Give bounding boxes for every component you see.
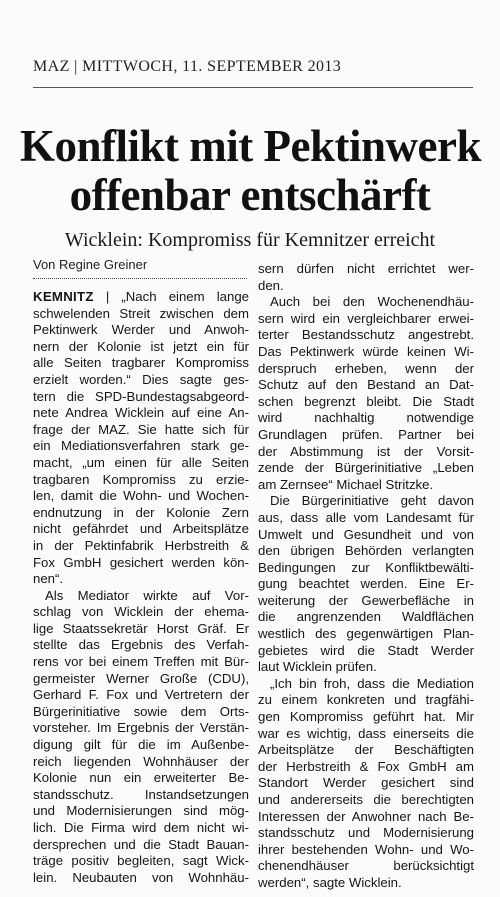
text-line: „Ich bin froh, dass die Mediation — [270, 675, 474, 691]
text-line: stellte das Ergebnis des Verfah- — [33, 637, 249, 653]
text-line: westlich des gegenwärtigen Plan- — [258, 626, 474, 642]
text-line: ein Mediationsverfahren stark ge- — [33, 438, 249, 454]
text-line: und andererseits die berechtigten — [258, 792, 474, 807]
text-line: gebietes wird die Stadt Werder — [258, 642, 474, 658]
byline: Von Regine Greiner — [33, 257, 148, 272]
text-line: Das Pektinwerk würde keinen Wi- — [258, 343, 474, 359]
text-line: rens vor bei einem Treffen mit Bür- — [33, 654, 249, 670]
text-line: endnutzung in der Kolonie Zern — [33, 504, 249, 520]
text-line: wird nachhaltig notwendige — [258, 410, 474, 426]
headline — [20, 122, 480, 220]
text-line: lein. Neubauten von Wohnhäu- — [33, 869, 249, 885]
text-line: Gerhard F. Fox und Vertretern der — [33, 687, 249, 703]
article-column-1 — [33, 289, 249, 886]
text-line: schwelenden Streit zwischen dem — [33, 305, 249, 321]
text-line: Schutz auf den Bestand an Dat- — [258, 377, 474, 393]
lead-text: | „Nach einem lange — [105, 289, 249, 304]
text-line: Bedingungen zur Konfliktbewälti- — [258, 559, 474, 575]
text-line: zende der Bürgerinitiative „Leben — [258, 460, 474, 476]
byline-divider — [33, 278, 247, 279]
text-line: schlag von Wicklein der ehema- — [33, 604, 249, 620]
text-line: aus, dass alle vom Landesamt für — [258, 509, 474, 525]
text-line: träge positiv begleiten, sagt Wick- — [33, 853, 249, 869]
headline-line-1: Konflikt mit Pektinwerk — [20, 121, 481, 171]
text-line: Fox GmbH gesichert werden kön- — [33, 554, 249, 570]
subheadline: Wicklein: Kompromiss für Kemnitzer erreicht — [64, 229, 436, 251]
text-line: in der Pektinfabrik Herbstreith & — [33, 537, 249, 553]
text-line: Umwelt und Gesundheit und von — [258, 526, 474, 542]
dateline-kicker: KEMNITZ — [33, 289, 94, 304]
text-line: laut Wicklein prüfen. — [258, 659, 377, 675]
text-line — [33, 289, 249, 306]
text-line: standsschutz und Modernisierung — [258, 825, 474, 841]
text-line: war es wichtig, dass einerseits die — [258, 725, 474, 741]
text-line: sern dürfen nicht errichtet wer- — [258, 261, 474, 276]
text-line: chenendhäuser berücksichtigt — [258, 858, 474, 874]
text-line: weiterung der Gewerbefläche in — [258, 592, 474, 608]
text-line: len, damit die Wohn- und Wochen- — [33, 488, 249, 504]
text-line: Kolonie nun ein erweiterter Be- — [33, 770, 249, 786]
text-line: macht, „um einen für alle Seiten — [33, 454, 249, 470]
text-line: vorsteher. Im Ergebnis der Verstän- — [33, 720, 249, 736]
text-line: Bürgerinitiative sowie dem Orts- — [33, 703, 249, 719]
text-line: nicht gefährdet und Arbeitsplätze — [33, 521, 249, 537]
text-line: nern der Kolonie ist jetzt ein für — [33, 338, 249, 354]
text-line: Auch bei den Wochenendhäu- — [270, 294, 474, 310]
text-line: den. — [258, 277, 284, 293]
text-line: werden“, sagte Wicklein. — [258, 874, 402, 890]
text-line: reich liegenden Wohnhäuser der — [33, 753, 249, 769]
text-line: frage der MAZ. Sie hatte sich für — [33, 421, 249, 437]
text-line: alle Seiten tragbarer Kompromiss — [33, 355, 249, 371]
text-line: Arbeitsplätze der Beschäftigten — [258, 742, 474, 758]
text-line: gen Kompromiss geführt hat. Mir — [258, 709, 474, 725]
text-line: am Zernsee“ Michael Stritzke. — [258, 476, 434, 492]
headline-line-2: offenbar entschärft — [69, 170, 431, 220]
text-line: die angrenzenden Waldflächen — [258, 609, 474, 625]
text-line: zu einem konkreten und tragfähi- — [258, 692, 474, 708]
text-line: gung beachtet werden. Eine Er- — [258, 576, 474, 592]
text-line: dersprechen und die Stadt Bauan- — [33, 836, 249, 852]
text-line: der Abstimmung ist der Vorsit- — [258, 443, 474, 459]
text-line: Pektinwerk Werder und Anwoh- — [33, 322, 249, 338]
text-line: und Modernisierungen sind mög- — [33, 803, 249, 819]
text-line: der Herbstreith & Fox GmbH am — [258, 758, 474, 774]
text-line: nete Andrea Wicklein auf eine An- — [33, 405, 249, 421]
text-line: schen begrenzt bleibt. Die Stadt — [258, 393, 474, 409]
text-line: Die Bürgerinitiative geht davon — [270, 493, 474, 509]
text-line: digung gilt für die im Außenbe- — [33, 737, 249, 753]
text-line: sern wird ein vergleichbarer erwei- — [258, 310, 474, 326]
masthead: MAZ | MITTWOCH, 11. SEPTEMBER 2013 — [33, 58, 342, 75]
text-line: erzielt worden.“ Dies sagte ges- — [33, 371, 249, 387]
text-line: nen“. — [33, 571, 64, 587]
text-line: tern die SPD-Bundestagsabgeord- — [33, 388, 249, 404]
text-line: terter Bestandsschutz angestrebt. — [258, 327, 474, 343]
text-line: Interessen der Anwohner nach Be- — [258, 808, 474, 824]
masthead-rule — [33, 87, 473, 88]
text-line: standsschutz. Instandsetzungen — [33, 786, 249, 802]
article-column-2 — [258, 261, 474, 892]
text-line: lige Staatssekretär Horst Gräf. Er — [33, 620, 249, 636]
text-line: derspruch erheben, wenn der — [258, 360, 474, 376]
text-line: ihrer bestehenden Wohn- und Wo- — [258, 841, 474, 857]
text-line: germeister Werner Große (CDU), — [33, 670, 249, 686]
text-line: tragbaren Kompromiss zu erzie- — [33, 471, 249, 487]
text-line: Als Mediator wirkte auf Vor- — [45, 587, 249, 603]
text-line: Standort Werder gesichert sind — [258, 775, 474, 791]
text-line: lich. Die Firma wird dem nicht wi- — [33, 820, 249, 835]
text-line: Grundlagen prüfen. Partner bei — [258, 426, 474, 442]
text-line: den übrigen Behörden verlangten — [258, 543, 474, 559]
